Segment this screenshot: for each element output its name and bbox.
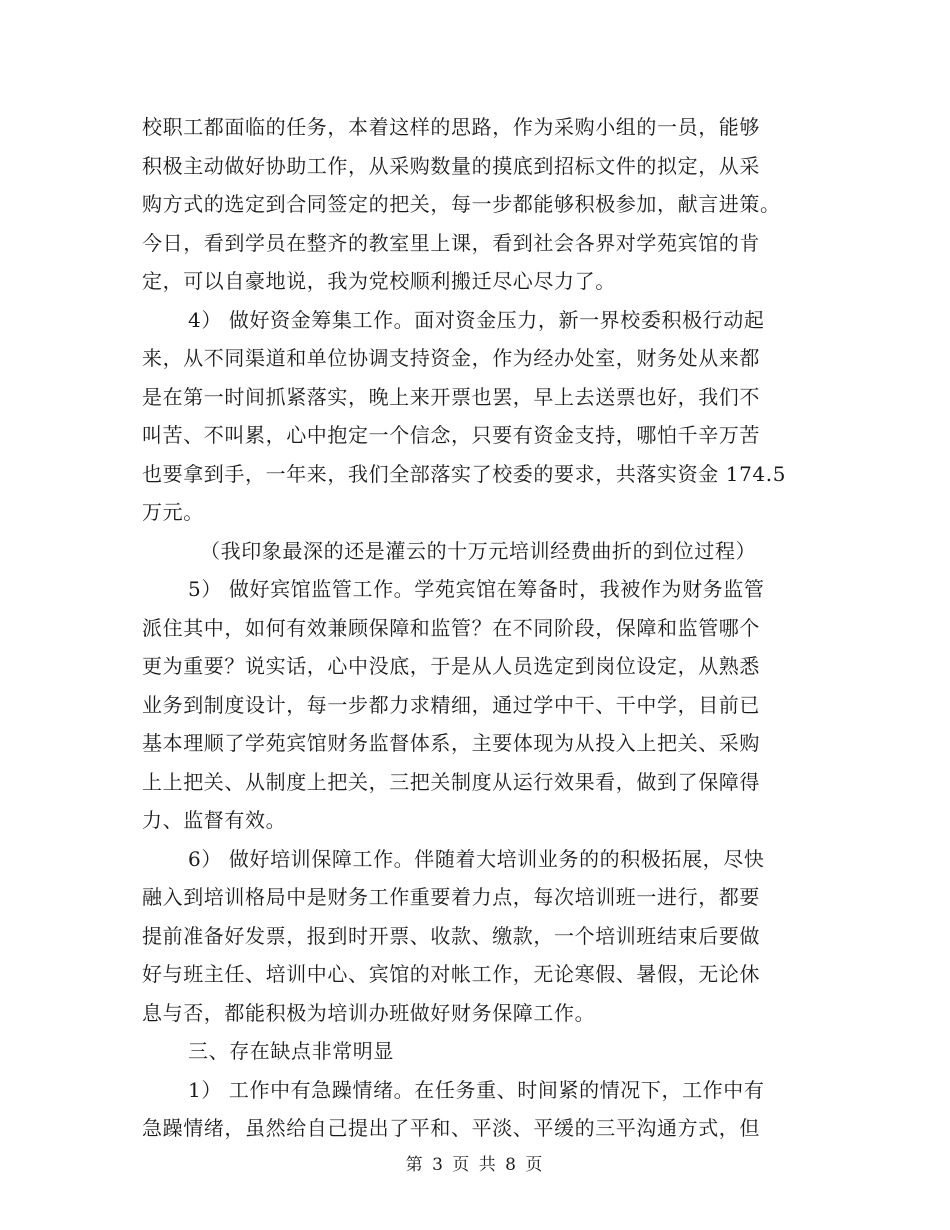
paragraph-hotel-supervision bbox=[142, 570, 802, 840]
text-line: 今日，看到学员在整齐的教室里上课，看到社会各界对学苑宾馆的肯 bbox=[142, 230, 760, 255]
text-line: 也要拿到手，一年来，我们全部落实了校委的要求，共落实资金 174.5 bbox=[142, 461, 787, 486]
text-line: 1） 工作中有急躁情绪。在任务重、时间紧的情况下，工作中有 bbox=[188, 1077, 765, 1102]
text-line: 力、监督有效。 bbox=[142, 808, 287, 832]
text-line: 上上把关、从制度上把关，三把关制度从运行效果看，做到了保障得 bbox=[142, 769, 760, 794]
text-line: 叫苦、不叫累，心中抱定一个信念，只要有资金支持，哪怕千辛万苦 bbox=[142, 423, 760, 447]
text-line: 业务到制度设计，每一步都力求精细，通过学中干、干中学，目前已 bbox=[142, 692, 760, 717]
text-line: 定，可以自豪地说，我为党校顺利搬迁尽心尽力了。 bbox=[142, 269, 616, 293]
paragraph-aside-note bbox=[142, 532, 802, 571]
text-line: 好与班主任、培训中心、宾馆的对帐工作，无论寒假、暑假，无论休 bbox=[142, 962, 760, 986]
text-line: 校职工都面临的任务，本着这样的思路，作为采购小组的一员，能够 bbox=[142, 115, 760, 139]
text-line: 万元。 bbox=[142, 500, 204, 524]
text-line: 息与否，都能积极为培训办班做好财务保障工作。 bbox=[142, 1000, 596, 1025]
text-line: 4） 做好资金筹集工作。面对资金压力，新一界校委积极行动起 bbox=[188, 307, 765, 332]
text-line: 更为重要？说实话，心中没底，于是从人员选定到岗位设定，从熟悉 bbox=[142, 654, 760, 678]
paragraph-impatience bbox=[142, 1071, 802, 1148]
text-line: 融入到培训格局中是财务工作重要着力点，每次培训班一进行，都要 bbox=[142, 885, 760, 909]
text-line: 积极主动做好协助工作，从采购数量的摸底到招标文件的拟定，从采 bbox=[142, 153, 760, 178]
page-number-footer: 第 3 页 共 8 页 bbox=[405, 1155, 545, 1175]
text-line: 6） 做好培训保障工作。伴随着大培训业务的的积极拓展，尽快 bbox=[188, 846, 765, 871]
paragraph-purchasing bbox=[142, 108, 802, 301]
text-line: 急躁情绪，虽然给自己提出了平和、平淡、平缓的三平沟通方式，但 bbox=[142, 1116, 760, 1140]
text-line: 提前准备好发票，报到时开票、收款、缴款，一个培训班结束后要做 bbox=[142, 923, 760, 948]
text-line: 5） 做好宾馆监管工作。学苑宾馆在筹备时，我被作为财务监管 bbox=[188, 577, 765, 601]
text-line: 购方式的选定到合同签定的把关，每一步都能够积极参加，献言进策。 bbox=[142, 192, 781, 216]
text-line: （我印象最深的还是灌云的十万元培训经费曲折的到位过程） bbox=[200, 538, 757, 563]
section-heading-shortcomings bbox=[142, 1032, 802, 1071]
text-line: 基本理顺了学苑宾馆财务监督体系，主要体现为从投入上把关、采购 bbox=[142, 731, 760, 755]
text-line: 是在第一时间抓紧落实，晚上来开票也罢，早上去送票也好，我们不 bbox=[142, 384, 760, 409]
heading-line: 三、存在缺点非常明显 bbox=[188, 1039, 394, 1063]
text-line: 来，从不同渠道和单位协调支持资金，作为经办处室，财务处从来都 bbox=[142, 346, 760, 370]
paragraph-training-support bbox=[142, 840, 802, 1033]
paragraph-fundraising bbox=[142, 301, 802, 532]
document-body bbox=[142, 108, 802, 1148]
text-line: 派住其中，如何有效兼顾保障和监管？在不同阶段，保障和监管哪个 bbox=[142, 615, 760, 640]
